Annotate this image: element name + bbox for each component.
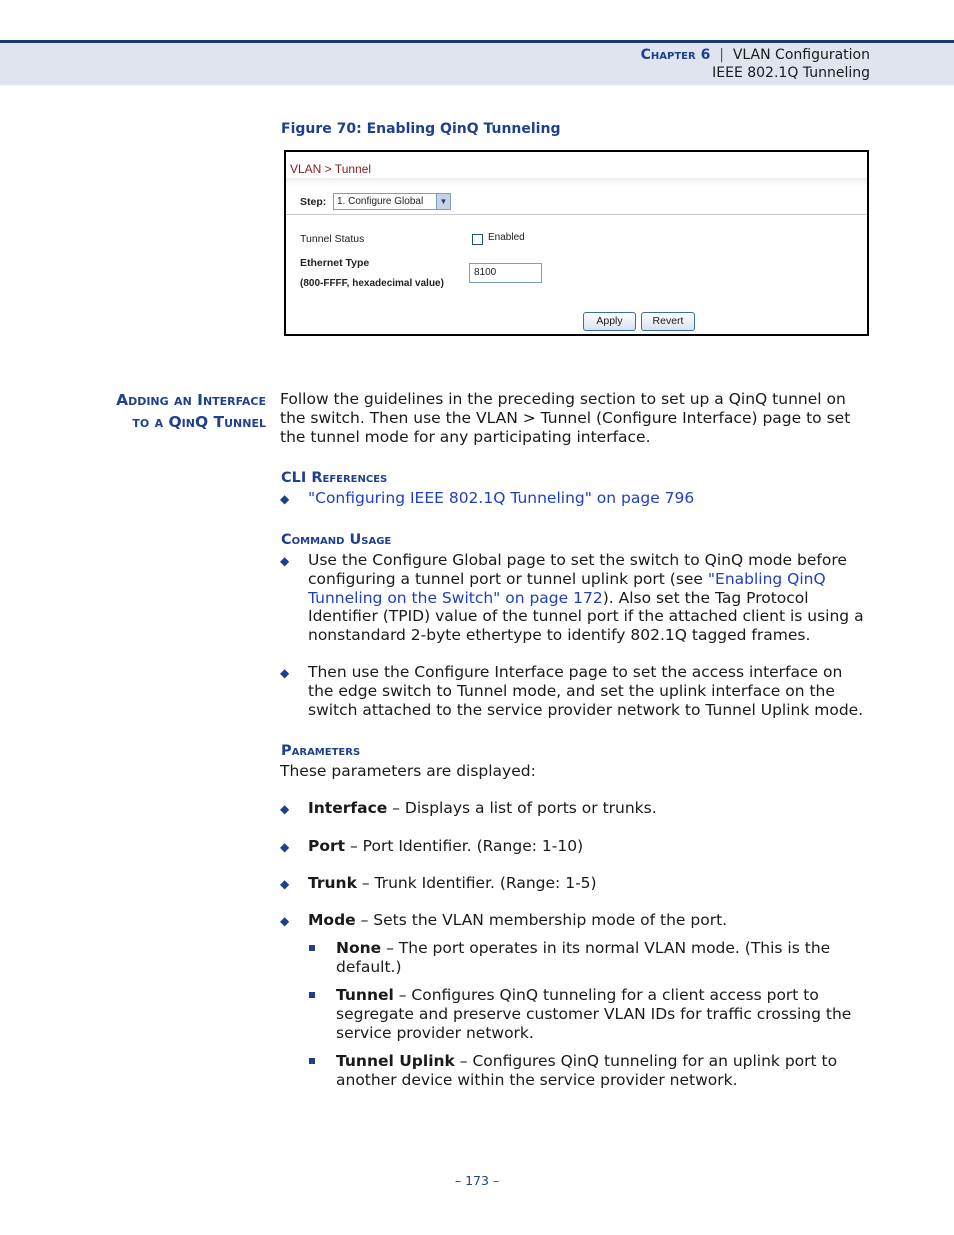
intro-line: Follow the guidelines in the preceding section to set up a QinQ tunnel on [280,390,846,408]
mode-option-item [336,1052,876,1090]
usage-line [308,570,878,589]
diamond-bullet-icon: ◆ [280,840,290,854]
header-separator: | [719,47,724,63]
usage-line [308,589,878,608]
enabling-qinq-link[interactable]: "Enabling QinQ [707,569,826,588]
parameters-intro: These parameters are displayed: [280,762,536,780]
tunnel-enabled-checkbox[interactable] [472,234,483,245]
diamond-bullet-icon: ◆ [280,554,290,568]
square-bullet-icon [309,992,315,998]
diamond-bullet-icon: ◆ [280,877,290,891]
parameter-item [308,837,878,856]
mode-option-desc: – The port operates in its normal VLAN mode. (This is the [381,939,831,957]
square-bullet-icon [309,945,315,951]
usage-text: configuring a tunnel port or tunnel uplink port (see [308,569,708,588]
revert-button[interactable]: Revert [641,312,695,331]
diamond-bullet-icon: ◆ [280,914,290,928]
usage-text: ). Also set the Tag Protocol [602,588,809,607]
command-usage-item [308,663,878,719]
screenshot-divider [286,214,867,215]
command-usage-heading: Command Usage [281,532,392,548]
parameter-item [308,874,878,893]
parameter-desc: – Trunk Identifier. (Range: 1-5) [356,874,597,892]
ethernet-type-hint: (800-FFFF, hexadecimal value) [300,278,444,289]
parameter-desc: – Displays a list of ports or trunks. [387,799,657,817]
diamond-bullet-icon: ◆ [280,666,290,680]
page-number: – 173 – [454,1173,500,1188]
mode-option-line [336,939,876,958]
enabling-qinq-link-cont[interactable]: Tunneling on the Switch" on page 172 [308,588,603,607]
parameter-item [308,911,878,930]
mode-option-line: segregate and preserve customer VLAN IDs for traffic crossing the [336,1004,852,1023]
mode-option-line [336,986,876,1005]
figure-screenshot [284,150,869,336]
usage-line: switch attached to the service provider network to Tunnel Uplink mode. [308,700,864,719]
usage-line: nonstandard 2-byte ethertype to identify 802.1Q tagged frames. [308,626,811,645]
ethernet-type-input[interactable]: 8100 [469,263,542,283]
section-heading-line2: to a QinQ Tunnel [132,413,266,431]
intro-line: the tunnel mode for any participating interface. [280,427,651,446]
usage-line: Then use the Configure Interface page to set the access interface on [308,663,843,681]
enabled-label: Enabled [488,232,525,243]
mode-option-desc: – Configures QinQ tunneling for a client access port to [393,986,819,1004]
mode-option-term: Tunnel [336,986,394,1004]
apply-button[interactable]: Apply [583,312,636,331]
diamond-bullet-icon: ◆ [280,492,290,506]
intro-paragraph [280,390,850,446]
cli-reference-item [308,489,878,508]
mode-option-line: default.) [336,957,402,976]
mode-option-item [336,986,876,1042]
usage-line: Identifier (TPID) value of the tunnel port if the attached client is using a [308,607,864,626]
step-label: Step: [300,196,327,208]
mode-option-line: service provider network. [336,1023,534,1042]
mode-option-term: Tunnel Uplink [336,1052,455,1070]
screenshot-title-bar [286,178,867,186]
screenshot-page-title: VLAN > Tunnel [290,162,372,176]
usage-line: Use the Configure Global page to set the switch to QinQ mode before [308,551,847,569]
mode-option-line: another device within the service provider network. [336,1070,738,1089]
parameter-desc: – Sets the VLAN membership mode of the port. [355,911,728,929]
step-select-value: 1. Configure Global [337,196,424,207]
intro-line: the switch. Then use the VLAN > Tunnel (Configure Interface) page to set [280,408,851,427]
usage-line: the edge switch to Tunnel mode, and set the uplink interface on the [308,681,835,700]
parameters-heading: Parameters [281,743,361,759]
subsection-label: IEEE 802.1Q Tunneling [712,65,870,81]
square-bullet-icon [309,1058,315,1064]
ethernet-type-label: Ethernet Type [300,257,370,269]
mode-option-line [336,1052,876,1071]
parameter-item [308,799,878,818]
tunnel-status-label: Tunnel Status [300,233,365,245]
mode-option-desc: – Configures QinQ tunneling for an uplink port to [454,1052,838,1070]
mode-option-term: None [336,939,382,957]
section-heading [116,389,266,433]
figure-caption: Figure 70: Enabling QinQ Tunneling [281,121,561,137]
section-heading-line1: Adding an Interface [116,391,266,409]
parameter-term: Interface [308,799,388,817]
chevron-down-icon[interactable]: ▼ [436,194,450,209]
parameter-desc: – Port Identifier. (Range: 1-10) [345,837,584,855]
parameter-term: Trunk [308,874,357,892]
running-header [641,46,870,82]
section-label: VLAN Configuration [732,47,870,63]
command-usage-item [308,551,878,645]
step-select[interactable] [333,193,451,210]
cli-references-heading: CLI References [281,470,388,486]
parameter-term: Port [308,837,346,855]
cli-reference-link[interactable]: "Configuring IEEE 802.1Q Tunneling" on page 796 [308,489,695,507]
diamond-bullet-icon: ◆ [280,802,290,816]
mode-option-item [336,939,876,977]
parameter-term: Mode [308,911,356,929]
chapter-label: Chapter 6 [640,47,711,63]
